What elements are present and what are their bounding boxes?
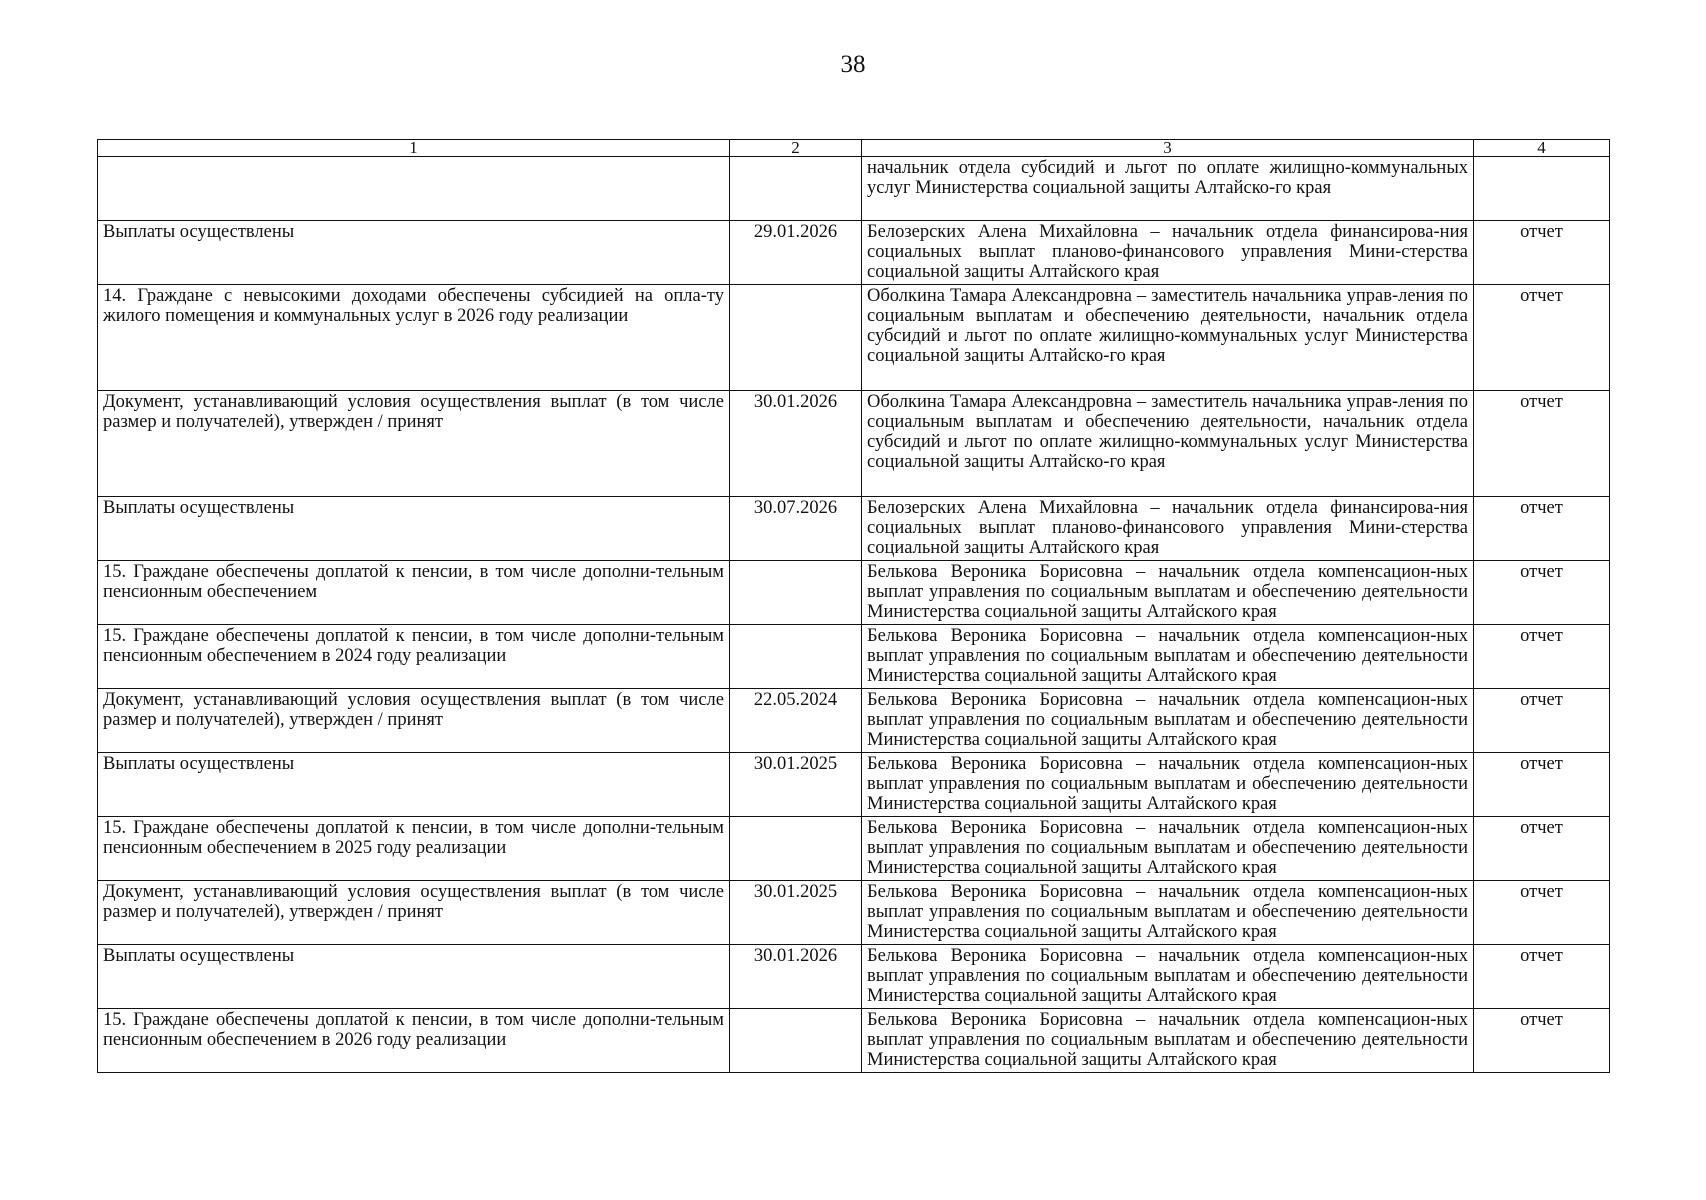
- table-row: [98, 391, 1610, 497]
- event-cell: [98, 157, 730, 221]
- column-number-3: 3: [862, 140, 1474, 157]
- date-cell: 30.07.2026: [730, 497, 862, 561]
- table-row: [98, 285, 1610, 391]
- column-number-4: 4: [1474, 140, 1610, 157]
- date-cell: [730, 561, 862, 625]
- column-number-1: 1: [98, 140, 730, 157]
- document-type-cell: отчет: [1474, 817, 1610, 881]
- document-type-cell: отчет: [1474, 689, 1610, 753]
- table-row: [98, 945, 1610, 1009]
- document-type-cell: отчет: [1474, 753, 1610, 817]
- date-cell: [730, 817, 862, 881]
- document-type-cell: отчет: [1474, 1009, 1610, 1073]
- document-type-cell: отчет: [1474, 497, 1610, 561]
- event-cell: 15. Граждане обеспечены доплатой к пенсии, в том числе дополни-тельным пенсионным обеспечением в 2026 году реализации: [98, 1009, 730, 1073]
- document-type-cell: отчет: [1474, 391, 1610, 497]
- responsible-cell: Белозерских Алена Михайловна – начальник отдела финансирова-ния социальных выплат планово-финансового управления Мини-стерства социальной защиты Алтайского края: [862, 221, 1474, 285]
- event-cell: Выплаты осуществлены: [98, 945, 730, 1009]
- document-type-cell: [1474, 157, 1610, 221]
- date-cell: [730, 157, 862, 221]
- responsible-cell: Белькова Вероника Борисовна – начальник отдела компенсацион-ных выплат управления по социальным выплатам и обеспечению деятельности Министерства социальной защиты Алтайского края: [862, 561, 1474, 625]
- page-number: 38: [840, 51, 866, 78]
- document-type-cell: отчет: [1474, 561, 1610, 625]
- event-cell: Документ, устанавливающий условия осуществления выплат (в том числе размер и получателей), утвержден / принят: [98, 881, 730, 945]
- responsible-cell: Белькова Вероника Борисовна – начальник отдела компенсацион-ных выплат управления по социальным выплатам и обеспечению деятельности Министерства социальной защиты Алтайского края: [862, 625, 1474, 689]
- table-row: [98, 753, 1610, 817]
- responsible-cell: Белькова Вероника Борисовна – начальник отдела компенсацион-ных выплат управления по социальным выплатам и обеспечению деятельности Министерства социальной защиты Алтайского края: [862, 753, 1474, 817]
- table-row: [98, 817, 1610, 881]
- document-type-cell: отчет: [1474, 285, 1610, 391]
- document-type-cell: отчет: [1474, 625, 1610, 689]
- date-cell: [730, 285, 862, 391]
- table-row: [98, 157, 1610, 221]
- date-cell: 22.05.2024: [730, 689, 862, 753]
- date-cell: 30.01.2025: [730, 881, 862, 945]
- document-type-cell: отчет: [1474, 881, 1610, 945]
- table-row: [98, 497, 1610, 561]
- event-cell: Выплаты осуществлены: [98, 497, 730, 561]
- responsible-cell: Белозерских Алена Михайловна – начальник отдела финансирова-ния социальных выплат планово-финансового управления Мини-стерства социальной защиты Алтайского края: [862, 497, 1474, 561]
- implementation-plan-table: [97, 139, 1610, 1073]
- table-row: [98, 561, 1610, 625]
- column-number-row: [98, 140, 1610, 157]
- responsible-cell: начальник отдела субсидий и льгот по оплате жилищно-коммунальных услуг Министерства социальной защиты Алтайско-го края: [862, 157, 1474, 221]
- table-row: [98, 689, 1610, 753]
- event-cell: 15. Граждане обеспечены доплатой к пенсии, в том числе дополни-тельным пенсионным обеспечением в 2025 году реализации: [98, 817, 730, 881]
- responsible-cell: Белькова Вероника Борисовна – начальник отдела компенсацион-ных выплат управления по социальным выплатам и обеспечению деятельности Министерства социальной защиты Алтайского края: [862, 689, 1474, 753]
- date-cell: 30.01.2025: [730, 753, 862, 817]
- event-cell: Выплаты осуществлены: [98, 221, 730, 285]
- responsible-cell: Белькова Вероника Борисовна – начальник отдела компенсацион-ных выплат управления по социальным выплатам и обеспечению деятельности Министерства социальной защиты Алтайского края: [862, 817, 1474, 881]
- table-row: [98, 221, 1610, 285]
- responsible-cell: Белькова Вероника Борисовна – начальник отдела компенсацион-ных выплат управления по социальным выплатам и обеспечению деятельности Министерства социальной защиты Алтайского края: [862, 945, 1474, 1009]
- table-row: [98, 881, 1610, 945]
- date-cell: 30.01.2026: [730, 391, 862, 497]
- table-row: [98, 625, 1610, 689]
- event-cell: Документ, устанавливающий условия осуществления выплат (в том числе размер и получателей), утвержден / принят: [98, 689, 730, 753]
- date-cell: [730, 1009, 862, 1073]
- document-type-cell: отчет: [1474, 221, 1610, 285]
- event-cell: 14. Граждане с невысокими доходами обеспечены субсидией на опла-ту жилого помещения и коммунальных услуг в 2026 году реализации: [98, 285, 730, 391]
- responsible-cell: Оболкина Тамара Александровна – заместитель начальника управ-ления по социальным выплатам и обеспечению деятельности, начальник отдела субсидий и льгот по оплате жилищно-коммунальных услуг Министерства социальной защиты Алтайско-го края: [862, 391, 1474, 497]
- date-cell: 30.01.2026: [730, 945, 862, 1009]
- event-cell: 15. Граждане обеспечены доплатой к пенсии, в том числе дополни-тельным пенсионным обеспечением в 2024 году реализации: [98, 625, 730, 689]
- date-cell: [730, 625, 862, 689]
- event-cell: 15. Граждане обеспечены доплатой к пенсии, в том числе дополни-тельным пенсионным обеспечением: [98, 561, 730, 625]
- table-row: [98, 1009, 1610, 1073]
- date-cell: 29.01.2026: [730, 221, 862, 285]
- responsible-cell: Оболкина Тамара Александровна – заместитель начальника управ-ления по социальным выплатам и обеспечению деятельности, начальник отдела субсидий и льгот по оплате жилищно-коммунальных услуг Министерства социальной защиты Алтайско-го края: [862, 285, 1474, 391]
- responsible-cell: Белькова Вероника Борисовна – начальник отдела компенсацион-ных выплат управления по социальным выплатам и обеспечению деятельности Министерства социальной защиты Алтайского края: [862, 1009, 1474, 1073]
- document-type-cell: отчет: [1474, 945, 1610, 1009]
- column-number-2: 2: [730, 140, 862, 157]
- event-cell: Документ, устанавливающий условия осуществления выплат (в том числе размер и получателей), утвержден / принят: [98, 391, 730, 497]
- event-cell: Выплаты осуществлены: [98, 753, 730, 817]
- responsible-cell: Белькова Вероника Борисовна – начальник отдела компенсацион-ных выплат управления по социальным выплатам и обеспечению деятельности Министерства социальной защиты Алтайского края: [862, 881, 1474, 945]
